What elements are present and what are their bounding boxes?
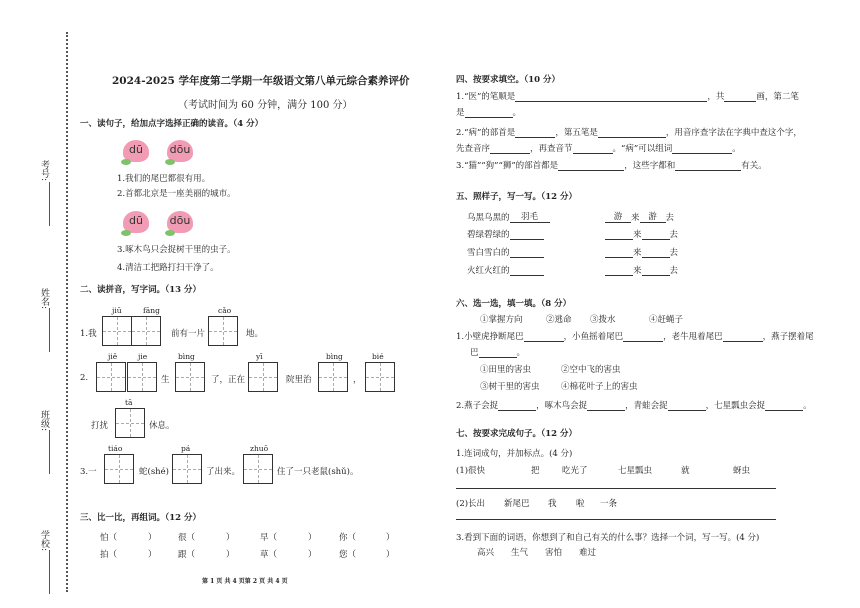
option: ③树干里的害虫 <box>480 382 540 392</box>
word-chip: 新尾巴 <box>504 499 530 509</box>
writing-grid[interactable] <box>127 362 157 392</box>
answer-blank[interactable] <box>605 257 633 258</box>
sentence: 4.清洁工把路打扫干净了。 <box>117 263 219 273</box>
text: 火红火红的 <box>467 266 510 276</box>
pinyin-peach-option[interactable] <box>123 140 149 162</box>
text: ，七星瓢虫会捉 <box>705 401 766 411</box>
text: 2. <box>80 373 89 383</box>
text: 来 <box>633 230 642 240</box>
text: 院里治 <box>286 375 312 385</box>
option: ④赶蝇子 <box>649 315 684 325</box>
sentence: 3.啄木鸟只会捉树干里的虫子。 <box>117 245 236 255</box>
pinyin-peach-option[interactable] <box>167 211 193 233</box>
answer-blank[interactable] <box>573 153 613 154</box>
pinyin-peach-option[interactable] <box>167 140 193 162</box>
text: 先查音序 <box>456 144 491 154</box>
compare-char: 很（ <box>178 533 196 543</box>
answer-blank[interactable] <box>675 170 741 171</box>
writing-grid[interactable] <box>365 362 395 392</box>
pinyin: yī <box>256 352 263 361</box>
word-chip: 高兴 <box>477 548 495 558</box>
answer-blank[interactable] <box>672 153 732 154</box>
pinyin: jie <box>138 352 148 361</box>
word-chip: 七星瓢虫 <box>618 466 653 476</box>
text: 蛇(shé) <box>139 467 169 477</box>
answer-blank[interactable] <box>515 101 707 102</box>
answer-blank[interactable] <box>490 153 530 154</box>
text: 了出来。 <box>206 467 241 477</box>
text: 去 <box>665 213 675 223</box>
writing-grid[interactable] <box>131 316 161 346</box>
text: 去 <box>669 248 679 258</box>
text: 2.燕子会捉 <box>456 401 499 411</box>
word-chip: 就 <box>681 466 690 476</box>
text: ，第五笔是 <box>555 128 598 138</box>
text: 碧绿碧绿的 <box>467 230 510 240</box>
text: 来 <box>631 213 640 223</box>
pinyin: jiě <box>108 352 118 361</box>
text: 雪白雪白的 <box>467 248 510 258</box>
writing-grid[interactable] <box>318 362 348 392</box>
text: 来 <box>633 248 642 258</box>
pinyin-text: dōu <box>169 214 191 227</box>
answer-line[interactable] <box>456 488 776 489</box>
text: ，青蛙会捉 <box>625 401 668 411</box>
text: ， <box>353 375 362 385</box>
section-2-heading: 二、读拼音，写字词。（13 分） <box>80 285 202 295</box>
answer-blank[interactable] <box>510 275 544 276</box>
pinyin: cǎo <box>218 306 232 315</box>
section-7-heading: 七、按要求完成句子。（12 分） <box>456 429 578 439</box>
answer-blank[interactable] <box>605 275 633 276</box>
pinyin: tiáo <box>108 444 123 453</box>
name-label: 姓名: <box>39 288 49 310</box>
answer-blank[interactable] <box>479 357 517 358</box>
word-chip: 蚜虫 <box>733 466 751 476</box>
pinyin: bìng <box>326 352 343 361</box>
section-4-heading: 四、按要求填空。（10 分） <box>456 75 561 85</box>
writing-grid[interactable] <box>96 362 126 392</box>
exam-no-label: 考号: <box>39 160 49 182</box>
answer-blank[interactable] <box>524 341 564 342</box>
class-field[interactable] <box>49 430 50 474</box>
writing-grid[interactable] <box>208 316 238 346</box>
compare-close[interactable]: ） <box>386 550 395 560</box>
compare-close[interactable]: ） <box>226 550 235 560</box>
answer-blank[interactable] <box>723 341 763 342</box>
pinyin: tā <box>125 398 133 407</box>
text: 住了一只老鼠(shǔ)。 <box>277 467 359 477</box>
text: 了，正在 <box>211 375 246 385</box>
text: 3.“猫”“狗”“狮”的部首都是 <box>456 161 559 171</box>
text: 1.小壁虎挣断尾巴 <box>456 332 524 342</box>
answer-blank[interactable] <box>642 257 670 258</box>
compare-close[interactable]: ） <box>148 533 157 543</box>
text: ，这些字都和 <box>624 161 676 171</box>
text: 去 <box>669 230 679 240</box>
writing-grid[interactable] <box>243 454 273 484</box>
answer-blank[interactable] <box>498 410 536 411</box>
sentence: 2.首都北京是一座美丽的城市。 <box>117 189 236 199</box>
compare-close[interactable]: ） <box>226 533 235 543</box>
pinyin-text: dū <box>129 214 143 227</box>
text: 巴 <box>470 348 479 358</box>
text: 生 <box>161 375 170 385</box>
section-6-heading: 六、选一选，填一填。（8 分） <box>456 299 572 309</box>
compare-close[interactable]: ） <box>308 550 317 560</box>
answer-blank[interactable] <box>587 410 625 411</box>
text: 前有一片 <box>171 329 206 339</box>
pinyin-peach-option[interactable] <box>123 211 149 233</box>
compare-char: 你（ <box>339 533 357 543</box>
school-label: 学校: <box>39 530 49 552</box>
example-answer: 游 <box>605 210 631 223</box>
answer-blank[interactable] <box>765 410 803 411</box>
sentence: 1.我们的尾巴都很有用。 <box>117 174 211 184</box>
option: ②空中飞的害虫 <box>561 365 621 375</box>
writing-grid[interactable] <box>172 454 202 484</box>
word-chip: 一条 <box>600 499 618 509</box>
option: ①田里的害虫 <box>480 365 532 375</box>
compare-close[interactable]: ） <box>148 550 157 560</box>
answer-blank[interactable] <box>642 275 670 276</box>
text: 是 <box>456 108 465 118</box>
exam-title: 2024-2025 学年度第二学期一年级语文第八单元综合素养评价 <box>112 75 410 87</box>
text: 有关。 <box>741 161 767 171</box>
text: ，啄木鸟会捉 <box>536 401 588 411</box>
word-chip: (2)长出 <box>456 499 486 509</box>
text: 打扰 <box>91 421 109 431</box>
example-answer: 游 <box>640 210 666 223</box>
option: ④棉花叶子上的害虫 <box>561 382 638 392</box>
text: 。“病”可以组词 <box>612 144 673 154</box>
answer-blank[interactable] <box>515 137 555 138</box>
answer-blank[interactable] <box>605 239 633 240</box>
word-chip: 啦 <box>576 499 585 509</box>
compare-char: 怕（ <box>100 533 118 543</box>
pinyin: zhuō <box>250 444 269 453</box>
school-field[interactable] <box>49 550 50 594</box>
word-chip: 吃光了 <box>562 466 588 476</box>
word-chip: 难过 <box>579 548 597 558</box>
name-field[interactable] <box>49 308 50 352</box>
pinyin-text: dū <box>129 143 143 156</box>
text: 3.一 <box>80 467 97 477</box>
word-chip: 把 <box>531 466 540 476</box>
question: 1.连词成句，并加标点。(4 分) <box>456 449 573 459</box>
question: 3.看到下面的词语，你想到了和自己有关的什么事？选择一个词，写一写。(4 分) <box>456 533 760 543</box>
answer-blank[interactable] <box>642 239 670 240</box>
answer-blank[interactable] <box>623 341 663 342</box>
text: 来 <box>633 266 642 276</box>
answer-blank[interactable] <box>668 410 706 411</box>
word-chip: (1)很快 <box>456 466 486 476</box>
text: 去 <box>669 266 679 276</box>
compare-char: 拍（ <box>100 550 118 560</box>
text: ，再查音节 <box>530 144 573 154</box>
class-label: 班级: <box>39 410 49 432</box>
text: 乌黑乌黑的 <box>467 213 510 223</box>
compare-close[interactable]: ） <box>308 533 317 543</box>
writing-grid[interactable] <box>104 454 134 484</box>
compare-close[interactable]: ） <box>386 533 395 543</box>
compare-char: 您（ <box>339 550 357 560</box>
page-footer: 第 1 页 共 4 页第 2 页 共 4 页 <box>202 578 288 585</box>
text: 地。 <box>246 329 264 339</box>
binding-line <box>66 32 68 592</box>
answer-blank[interactable] <box>598 137 666 138</box>
pinyin-text: dōu <box>169 143 191 156</box>
exam-no-field[interactable] <box>49 182 50 226</box>
text: 。 <box>516 348 526 358</box>
pinyin: bìng <box>178 352 195 361</box>
section-1-heading: 一、读句子，给加点字选择正确的读音。（4 分） <box>80 119 264 129</box>
pinyin: bié <box>372 352 384 361</box>
text: 2.“病”的部首是 <box>456 128 516 138</box>
writing-grid[interactable] <box>248 362 278 392</box>
option: ②逃命 <box>546 315 572 325</box>
text: ，共 <box>707 92 725 102</box>
text: 休息。 <box>149 421 175 431</box>
text: ，燕子摆着尾 <box>762 332 814 342</box>
text: 。 <box>803 401 812 411</box>
answer-blank[interactable] <box>510 257 544 258</box>
text: 1.“医”的笔顺是 <box>456 92 516 102</box>
pinyin: jiū <box>112 306 122 315</box>
word-chip: 害怕 <box>545 548 563 558</box>
writing-grid[interactable] <box>175 362 205 392</box>
text: ，小鱼摇着尾巴 <box>563 332 624 342</box>
pinyin: pá <box>181 444 191 453</box>
text: 画，第二笔 <box>756 92 799 102</box>
answer-blank[interactable] <box>465 117 513 118</box>
answer-blank[interactable] <box>724 101 756 102</box>
text: ，用音序查字法在字典中查这个字， <box>665 128 802 138</box>
section-3-heading: 三、比一比，再组词。（12 分） <box>80 513 202 523</box>
word-chip: 我 <box>548 499 557 509</box>
exam-subtitle: （考试时间为 60 分钟，满分 100 分） <box>178 100 353 111</box>
compare-char: 早（ <box>260 533 278 543</box>
compare-char: 跟（ <box>178 550 196 560</box>
option: ③拨水 <box>590 315 616 325</box>
text: ，老牛甩着尾巴 <box>663 332 723 342</box>
compare-char: 草（ <box>260 550 278 560</box>
word-chip: 生气 <box>511 548 529 558</box>
answer-line[interactable] <box>456 519 776 520</box>
writing-grid[interactable] <box>102 316 132 346</box>
answer-blank[interactable] <box>558 170 624 171</box>
option: ①掌握方向 <box>480 315 523 325</box>
pinyin: fāng <box>143 306 160 315</box>
section-5-heading: 五、照样子，写一写。（12 分） <box>456 192 578 202</box>
writing-grid[interactable] <box>115 408 145 438</box>
text: 1.我 <box>80 329 97 339</box>
example-answer: 羽毛 <box>510 210 550 223</box>
answer-blank[interactable] <box>510 239 544 240</box>
